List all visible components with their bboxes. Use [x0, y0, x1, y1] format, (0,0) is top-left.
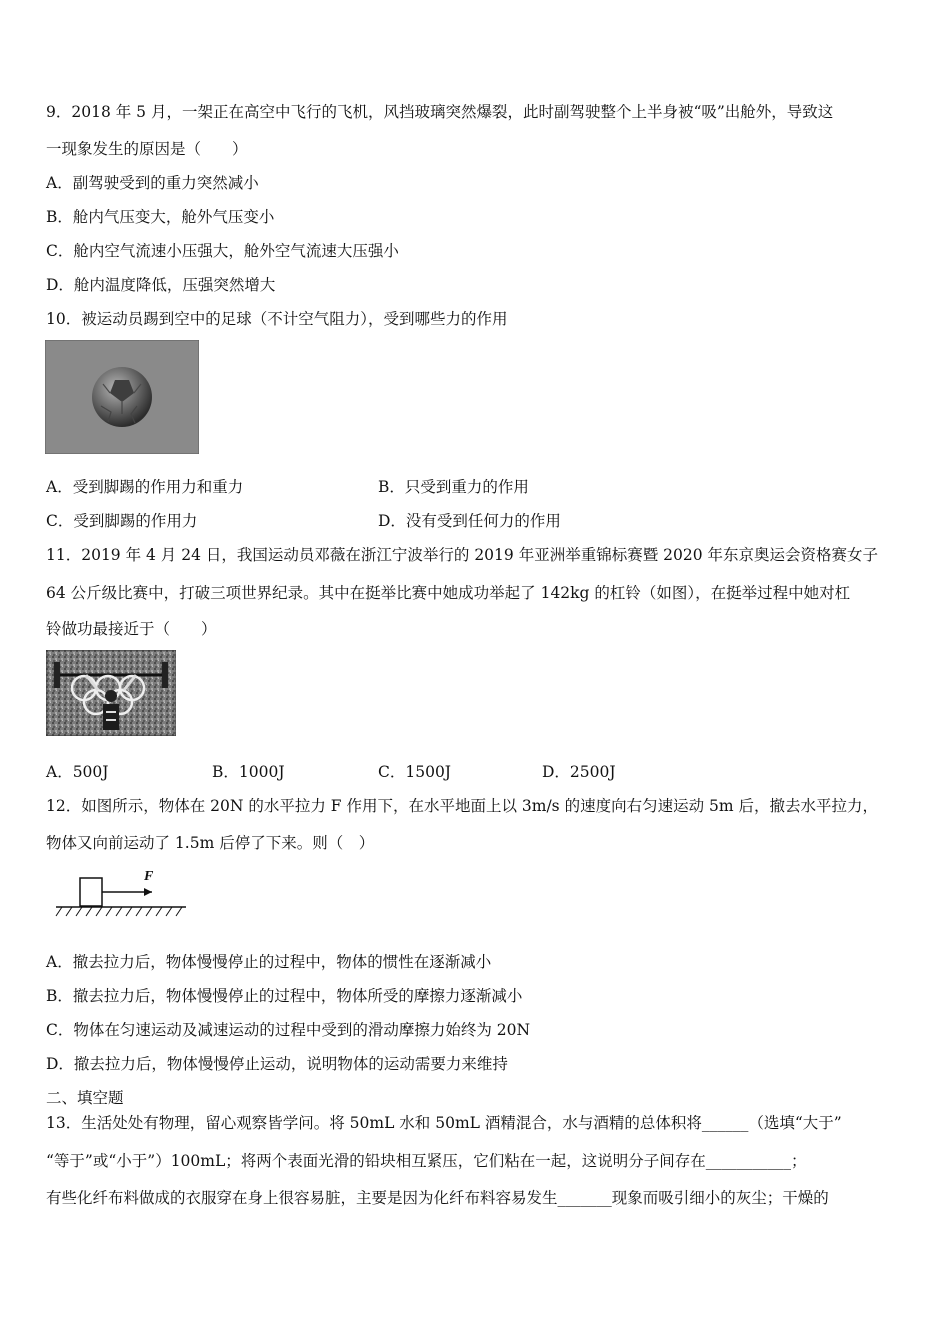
q12-option-d: D．撤去拉力后，物体慢慢停止运动，说明物体的运动需要力来维持 [46, 1055, 508, 1073]
q10-option-b: B．只受到重力的作用 [378, 478, 529, 496]
q13-stem-line2: “等于”或“小于”）100mL；将两个表面光滑的铅块相互紧压，它们粘在一起，这说明分子间存在___________； [46, 1152, 807, 1170]
force-diagram-figure [52, 864, 190, 924]
q9-option-b: B．舱内气压变大，舱外气压变小 [46, 208, 275, 226]
q12-option-a: A．撤去拉力后，物体慢慢停止的过程中，物体的惯性在逐渐减小 [46, 953, 492, 971]
q11-stem-line3: 铃做功最接近于（ ） [46, 620, 217, 638]
q11-option-c: C．1500J [378, 763, 452, 781]
q12-option-c: C．物体在匀速运动及减速运动的过程中受到的滑动摩擦力始终为 20N [46, 1021, 531, 1039]
q9-option-a: A．副驾驶受到的重力突然减小 [46, 174, 259, 192]
weightlifter-figure [46, 650, 176, 736]
q9-option-d: D．舱内温度降低，压强突然增大 [46, 276, 276, 294]
force-label-f: F [144, 869, 154, 884]
q13-stem-line1: 13．生活处处有物理，留心观察皆学问。将 50mL 水和 50mL 酒精混合，水与酒精的总体积将______（选填“大于” [46, 1114, 842, 1132]
q12-option-b: B．撤去拉力后，物体慢慢停止的过程中，物体所受的摩擦力逐渐减小 [46, 987, 523, 1005]
q10-option-a: A．受到脚踢的作用力和重力 [46, 478, 244, 496]
q9-stem-line1: 9．2018 年 5 月，一架正在高空中飞行的飞机，风挡玻璃突然爆裂，此时副驾驶整个上半身被“吸”出舱外，导致这 [46, 103, 834, 121]
q11-option-b: B．1000J [212, 763, 285, 781]
q12-stem-line2: 物体又向前运动了 1.5m 后停了下来。则（ ） [46, 834, 375, 852]
q9-stem-line2: 一现象发生的原因是（ ） [46, 140, 248, 158]
q11-option-d: D．2500J [542, 763, 616, 781]
q11-option-a: A．500J [46, 763, 109, 781]
q10-stem: 10．被运动员踢到空中的足球（不计空气阻力），受到哪些力的作用 [46, 310, 508, 328]
q9-option-c: C．舱内空气流速小压强大，舱外空气流速大压强小 [46, 242, 399, 260]
section-title-fill-in: 二、填空题 [46, 1089, 124, 1107]
q11-stem-line1: 11．2019 年 4 月 24 日，我国运动员邓薇在浙江宁波举行的 2019 年亚洲举重锦标赛暨 2020 年东京奥运会资格赛女子 [46, 546, 878, 564]
q10-option-c: C．受到脚踢的作用力 [46, 512, 198, 530]
q12-stem-line1: 12．如图所示，物体在 20N 的水平拉力 F 作用下，在水平地面上以 3m/s 的速度向右匀速运动 5m 后，撤去水平拉力， [46, 797, 878, 815]
q13-stem-line3: 有些化纤布料做成的衣服穿在身上很容易脏，主要是因为化纤布料容易发生_______现象而吸引细小的灰尘；干燥的 [46, 1189, 829, 1207]
soccer-ball-figure [45, 340, 199, 454]
q10-option-d: D．没有受到任何力的作用 [378, 512, 561, 530]
q11-stem-line2: 64 公斤级比赛中，打破三项世界纪录。其中在挺举比赛中她成功举起了 142kg 的杠铃（如图），在挺举过程中她对杠 [46, 584, 851, 602]
